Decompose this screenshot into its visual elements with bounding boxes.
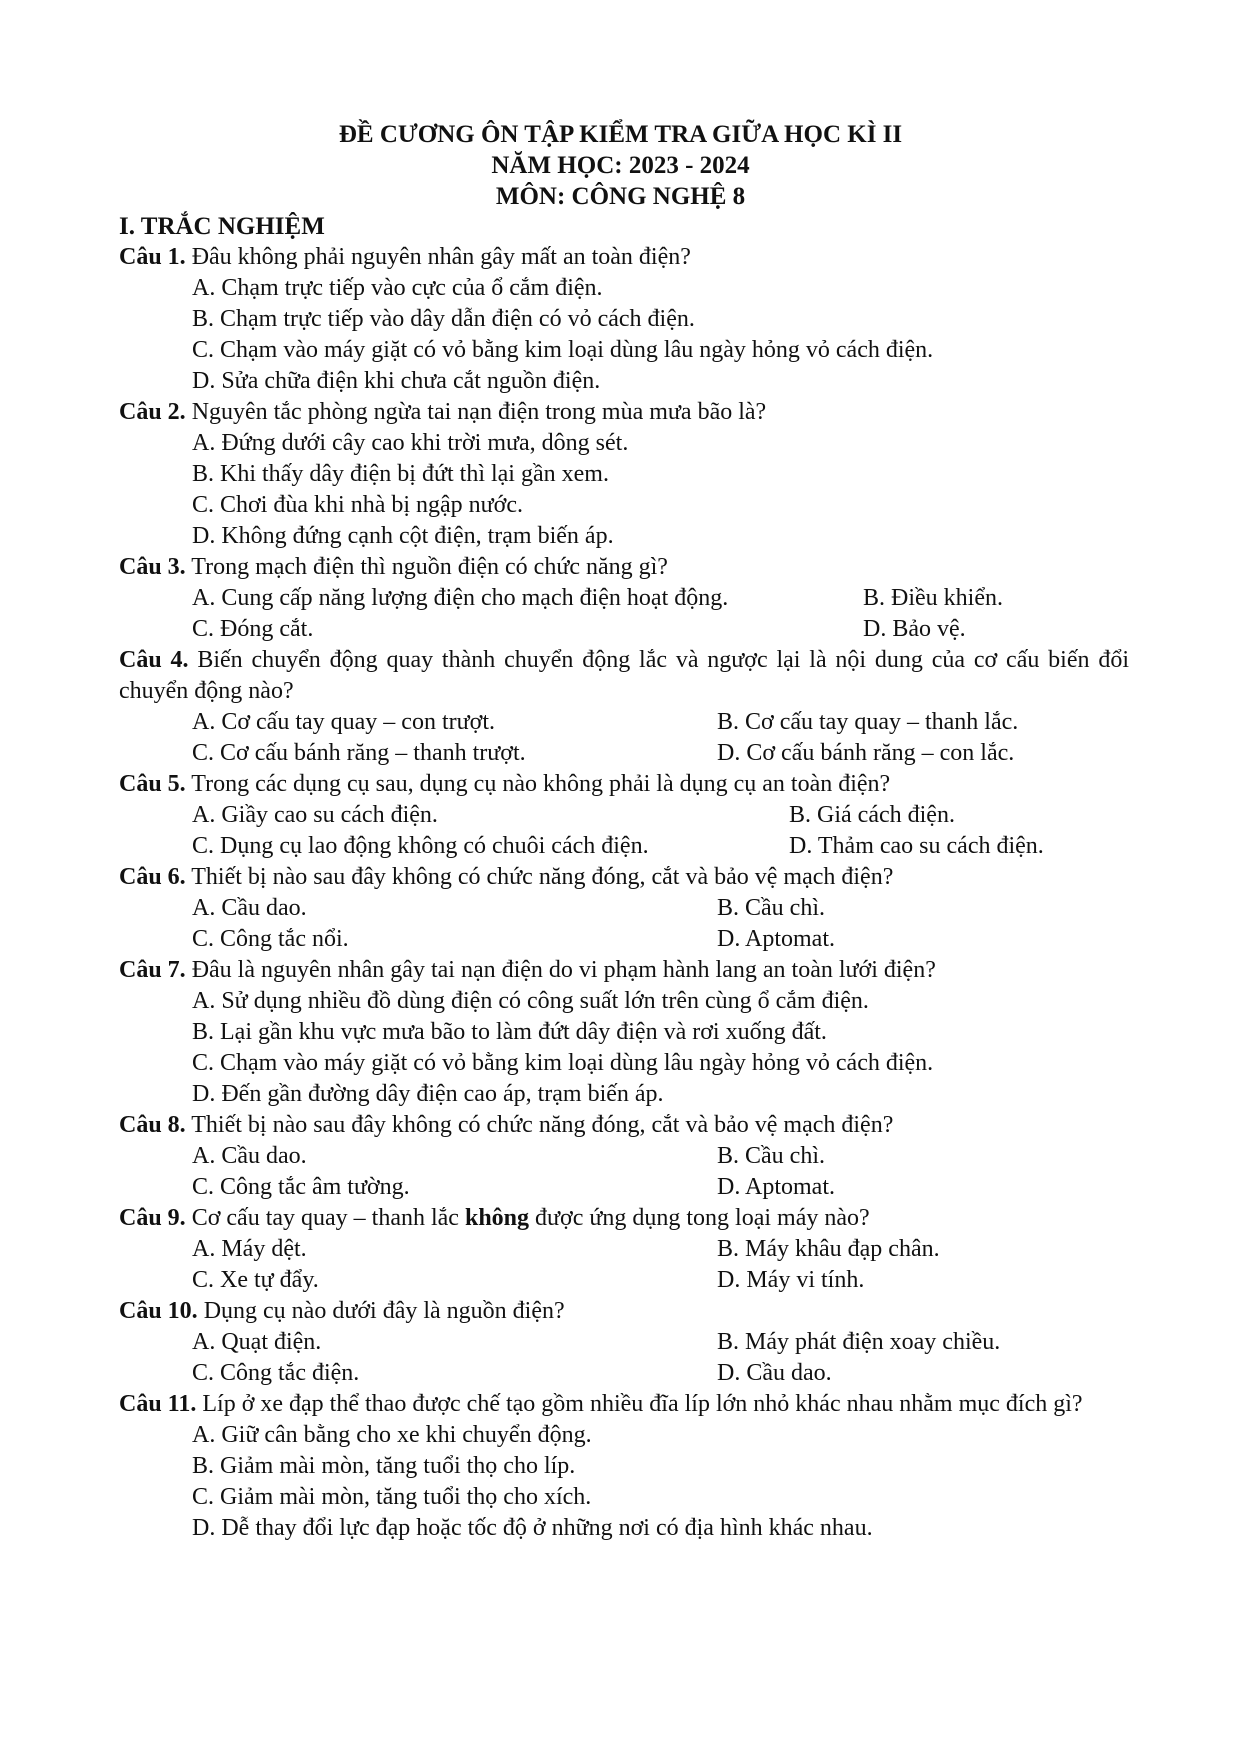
question-text: Nguyên tắc phòng ngừa tai nạn điện trong mùa mưa bão là? [185,399,767,425]
option-a: A. Chạm trực tiếp vào cực của ổ cắm điện. [192,275,603,301]
question-text: Trong các dụng cụ sau, dụng cụ nào không phải là dụng cụ an toàn điện? [185,771,891,797]
option-c: C. Dụng cụ lao động không có chuôi cách điện. [192,833,649,859]
question-text: Cơ cấu tay quay – thanh lắc [185,1205,465,1231]
option-b: B. Khi thấy dây điện bị đứt thì lại gần xem. [192,461,609,487]
question-label: Câu 7. [119,957,186,983]
question-7 [119,955,1129,986]
option-a: A. Giữ cân bằng cho xe khi chuyển động. [192,1422,592,1448]
question-label: Câu 10. [119,1298,198,1324]
option-d: D. Máy vi tính. [717,1267,865,1293]
question-label: Câu 9. [119,1205,186,1231]
question-6 [119,862,1129,893]
option-a: A. Cơ cấu tay quay – con trượt. [192,709,495,735]
question-label: Câu 4. [119,647,189,673]
option-b: B. Chạm trực tiếp vào dây dẫn điện có vỏ cách điện. [192,306,695,332]
option-row [119,893,1129,924]
question-text: Đâu không phải nguyên nhân gây mất an toàn điện? [185,244,691,270]
option-d: D. Không đứng cạnh cột điện, trạm biến áp. [192,523,614,549]
option-c: C. Công tắc điện. [192,1360,360,1386]
option-b: B. Cơ cấu tay quay – thanh lắc. [717,709,1019,735]
question-label: Câu 3. [119,554,186,580]
option-row [119,1358,1129,1389]
option-c: C. Xe tự đẩy. [192,1267,319,1293]
option-d: D. Sửa chữa điện khi chưa cắt nguồn điện. [192,368,601,394]
option-b: B. Giảm mài mòn, tăng tuổi thọ cho líp. [192,1453,576,1479]
question-text: được ứng dụng tong loại máy nào? [529,1205,870,1231]
section-heading: I. TRẮC NGHIỆM [119,213,325,240]
option-d: D. Aptomat. [717,926,835,952]
option-row [119,614,1129,645]
question-text: Biến chuyển động quay thành chuyển động lắc và ngược lại là nội dung của cơ cấu biến đổi chuyển động nào? [119,647,1129,704]
option-row [119,1234,1129,1265]
option-row [119,924,1129,955]
question-9 [119,1203,1129,1234]
question-text: Trong mạch điện thì nguồn điện có chức năng gì? [185,554,668,580]
question-1 [119,242,1129,273]
question-4 [119,645,1129,707]
question-3 [119,552,1129,583]
question-list [119,211,1129,1544]
question-label: Câu 6. [119,864,186,890]
question-label: Câu 5. [119,771,186,797]
option-c: C. Cơ cấu bánh răng – thanh trượt. [192,740,526,766]
question-label: Câu 1. [119,244,186,270]
header-subject: MÔN: CÔNG NGHỆ 8 [495,183,746,210]
option-b: B. Điều khiển. [863,585,1003,611]
option-a: A. Cung cấp năng lượng điện cho mạch điện hoạt động. [192,585,729,611]
option-a: A. Cầu dao. [192,895,307,921]
question-text: Líp ở xe đạp thể thao được chế tạo gồm nhiều đĩa líp lớn nhỏ khác nhau nhằm mục đích gì? [196,1391,1083,1417]
option-row [119,1141,1129,1172]
option-c: C. Công tắc nổi. [192,926,349,952]
question-text-emphasis: không [464,1205,530,1231]
option-c: C. Công tắc âm tường. [192,1174,410,1200]
option-c: C. Chạm vào máy giặt có vỏ bằng kim loại dùng lâu ngày hỏng vỏ cách điện. [192,1050,934,1076]
option-c: C. Giảm mài mòn, tăng tuổi thọ cho xích. [192,1484,592,1510]
option-a: A. Cầu dao. [192,1143,307,1169]
option-row [119,1172,1129,1203]
header-title: ĐỀ CƯƠNG ÔN TẬP KIỂM TRA GIỮA HỌC KÌ II [338,121,903,148]
option-row [119,1327,1129,1358]
option-b: B. Máy khâu đạp chân. [717,1236,940,1262]
option-d: D. Thảm cao su cách điện. [789,833,1044,859]
option-c: C. Chơi đùa khi nhà bị ngập nước. [192,492,524,518]
question-8 [119,1110,1129,1141]
option-row [119,707,1129,738]
question-text: Đâu là nguyên nhân gây tai nạn điện do vi phạm hành lang an toàn lưới điện? [185,957,936,983]
option-b: B. Cầu chì. [717,895,825,921]
option-a: A. Quạt điện. [192,1329,322,1355]
option-d: D. Dễ thay đổi lực đạp hoặc tốc độ ở những nơi có địa hình khác nhau. [192,1515,873,1541]
question-label: Câu 2. [119,399,186,425]
question-text: Thiết bị nào sau đây không có chức năng đóng, cắt và bảo vệ mạch điện? [185,864,894,890]
question-label: Câu 11. [119,1391,197,1417]
option-row [119,738,1129,769]
option-row [119,1265,1129,1296]
header-school-year: NĂM HỌC: 2023 - 2024 [491,152,750,179]
option-a: A. Đứng dưới cây cao khi trời mưa, dông sét. [192,430,629,456]
option-row [119,831,1129,862]
option-b: B. Lại gần khu vực mưa bão to làm đứt dây điện và rơi xuống đất. [192,1019,827,1045]
option-b: B. Cầu chì. [717,1143,825,1169]
question-5 [119,769,1129,800]
option-a: A. Giầy cao su cách điện. [192,802,438,828]
option-d: D. Bảo vệ. [863,616,966,642]
option-c: C. Chạm vào máy giặt có vỏ bằng kim loại dùng lâu ngày hỏng vỏ cách điện. [192,337,934,363]
option-d: D. Cơ cấu bánh răng – con lắc. [717,740,1015,766]
option-row [119,583,1129,614]
question-11 [119,1389,1129,1420]
question-text: Thiết bị nào sau đây không có chức năng đóng, cắt và bảo vệ mạch điện? [185,1112,894,1138]
option-b: B. Máy phát điện xoay chiều. [717,1329,1001,1355]
question-label: Câu 8. [119,1112,186,1138]
option-row [119,800,1129,831]
option-d: D. Aptomat. [717,1174,835,1200]
option-c: C. Đóng cắt. [192,616,314,642]
option-a: A. Máy dệt. [192,1236,307,1262]
option-d: D. Đến gần đường dây điện cao áp, trạm biến áp. [192,1081,664,1107]
option-b: B. Giá cách điện. [789,802,955,828]
option-d: D. Cầu dao. [717,1360,832,1386]
question-2 [119,397,1129,428]
question-10 [119,1296,1129,1327]
question-text: Dụng cụ nào dưới đây là nguồn điện? [197,1298,565,1324]
option-a: A. Sử dụng nhiều đồ dùng điện có công suất lớn trên cùng ổ cắm điện. [192,988,869,1014]
document-header [0,119,1241,212]
